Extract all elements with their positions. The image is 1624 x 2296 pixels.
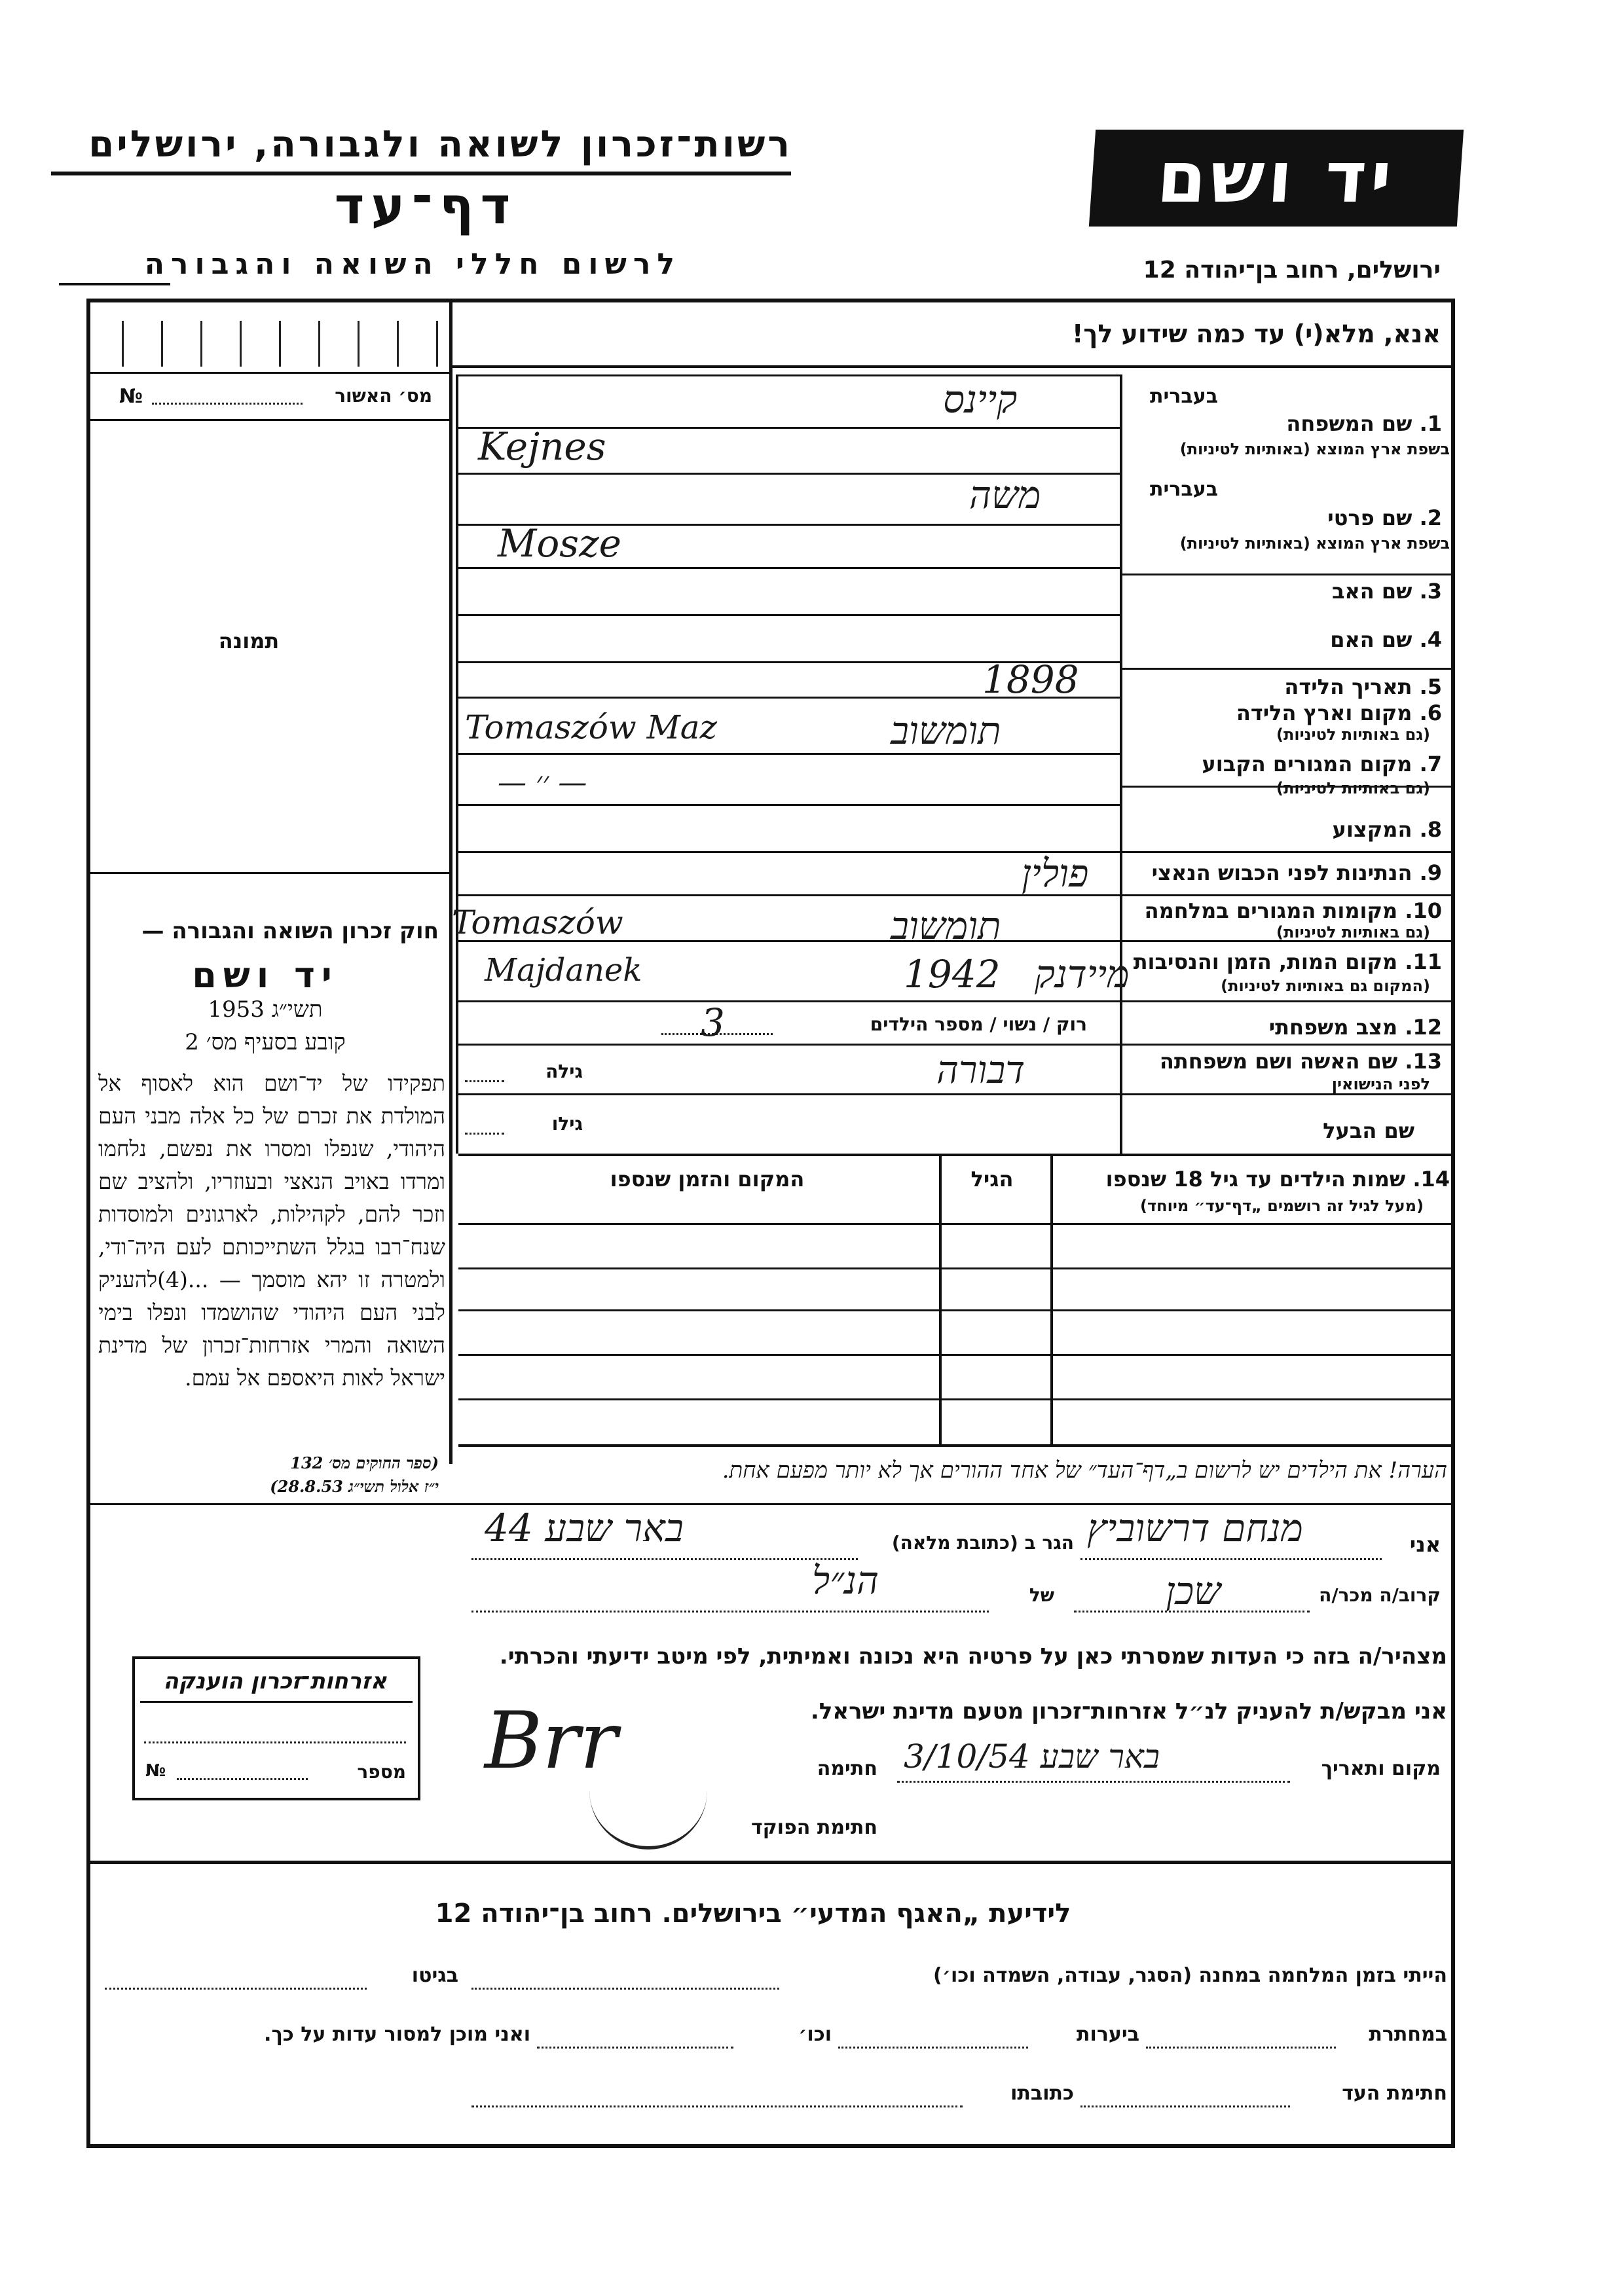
citizenship-line[interactable] (144, 1741, 406, 1743)
declarant-name[interactable]: מנחם דרשוביץ (1087, 1506, 1303, 1550)
declarant-name-line[interactable] (1080, 1558, 1382, 1560)
note-text: הערה! את הילדים יש לרשום ב„דף־העד״ של אחד ההורים אך לא יותר מפעם אחת. (722, 1457, 1447, 1484)
footer-line2-c: וכו׳ (798, 2023, 832, 2046)
resident-label: הגר ב (כתובת מלאה) (891, 1532, 1074, 1554)
field-2-sub: בשפת ארץ המוצא (באותיות לטיניות) (1179, 534, 1450, 553)
marital-options: רוק / נשוי / מספר הילדים (870, 1013, 1087, 1035)
footer-top-rule (90, 1861, 1455, 1864)
header-address: ירושלים, רחוב בן־יהודה 12 (1143, 257, 1441, 283)
children-col-divider-2 (939, 1156, 942, 1444)
footer-line1-a: הייתי בזמן המלחמה במחנה (הסגר, עבודה, השמדה וכו׳) (933, 1964, 1447, 1987)
underground-field[interactable] (1146, 2047, 1336, 2049)
wife-age-field[interactable] (465, 1080, 504, 1082)
footer-title: לידיעת „האגף המדעי״ בירושלים. רחוב בן־יהודה 12 (435, 1899, 1071, 1929)
children-sub: (מעל לגיל זה רושמים „דף־עד״ מיוחד) (1140, 1197, 1424, 1215)
death-place-latin[interactable]: Majdanek (485, 952, 642, 989)
relative-label: קרוב/ה מכר/ה (1319, 1584, 1441, 1606)
children-col-divider-1 (1050, 1156, 1053, 1444)
law-text: תפקידו של יד־ושם הוא לאסוף אל המולדת את זכרם של כל אלה מבני העם היהודי, שנפלו ומסרו את נפשם, נלחמו ומרדו באויב הנאצי ובעוזריו, ולהציב שם וזכר להם, לקהילות, לארגונים ולמוסדות שנח־רבו בגלל השתייכותם לעם היה־ודי, ולמטרה זו יהא מוסמך — ...(4)להעניק לבני העם היהודי שהושמדו ונפלו בימי השואה והמרי אזרחות־זכרון של מדינת ישראל לאות היאספם אל עמם. (98, 1070, 445, 1391)
field-13-label: 13. שם האשה ושם משפחתה (1159, 1049, 1442, 1074)
form-title: דף־עד (334, 177, 517, 236)
field-9-label: 9. הנתינות לפני הכבוש הנאצי (1151, 860, 1442, 885)
field-3-label: 3. שם האב (1331, 579, 1442, 604)
footer-line2-a: במחתרת (1369, 2023, 1447, 2046)
field-10-sub: (גם באותיות לטיניות) (1276, 923, 1430, 941)
officer-signature-label: חתימת הפוקד (751, 1816, 877, 1839)
citizenship-box-title: אזרחות־זכרון הוענקה (163, 1668, 387, 1694)
instruction-rule (452, 365, 1455, 368)
field-2-label: 2. שם פרטי (1327, 505, 1442, 530)
authority-title: רשות־זכרון לשואה ולגבורה, ירושלים (88, 123, 792, 166)
value-column-left (456, 374, 458, 1154)
birth-place-hebrew[interactable]: תומשוב (891, 708, 1001, 753)
approval-bottom-rule (90, 419, 449, 421)
field-5-label: 5. תאריך הלידה (1284, 674, 1442, 699)
field-7-sub: (גם באותיות לטיניות) (1276, 779, 1430, 797)
photo-column-divider (449, 299, 452, 1464)
field-6-label: 6. מקום וארץ הלידה (1236, 701, 1442, 725)
of-line[interactable] (471, 1611, 989, 1613)
law-date: י״ז אלול תשי״ג 28.8.53) (270, 1477, 439, 1496)
footer-line2-b: ביערות (1077, 2023, 1139, 2046)
logo-lettering: יד ושם (1154, 137, 1398, 219)
citizenship-value[interactable]: פולין (1022, 851, 1089, 896)
field-7-label: 7. מקום המגורים הקבוע (1202, 752, 1442, 776)
subtitle-rule (59, 283, 170, 285)
form-subtitle: לרשום חללי השואה והגבורה (144, 247, 681, 281)
signature-label: חתימה (817, 1757, 877, 1780)
place-date-label: מקום ותאריך (1321, 1757, 1441, 1780)
wartime-residence-hebrew[interactable]: תומשוב (891, 903, 1001, 948)
photo-bottom-rule (90, 872, 449, 874)
death-place-hebrew[interactable]: מיידנק (1035, 952, 1130, 996)
citizenship-number-field[interactable] (177, 1778, 308, 1780)
field-4-label: 4. שם האם (1330, 627, 1442, 652)
label-column-divider (1120, 374, 1122, 1154)
birth-place-latin[interactable]: Tomaszów Maz (465, 708, 717, 746)
law-ref: (ספר החוקים מס׳ 132 (290, 1453, 439, 1472)
children-col-place: המקום והזמן שנספו (610, 1167, 805, 1192)
field-6-sub: (גם באותיות לטיניות) (1276, 725, 1430, 744)
husband-age-field[interactable] (465, 1133, 504, 1135)
citizenship-no-symbol: № (145, 1761, 166, 1781)
children-label: 14. שמות הילדים עד גיל 18 שנספו (1105, 1167, 1450, 1192)
relation-name[interactable]: שכן (1166, 1569, 1221, 1613)
hebrew-label-1: בעברית (1150, 385, 1218, 408)
field-8-label: 8. המקצוע (1332, 817, 1442, 842)
residence-ditto[interactable]: — ׳׳ — (498, 766, 587, 799)
children-col-age: הגיל (970, 1167, 1014, 1192)
witness-signature-field[interactable] (1080, 2105, 1290, 2107)
field-13-sub: לפני הנישואין (1331, 1075, 1430, 1093)
field-10-label: 10. מקומות המגורים במלחמה (1144, 898, 1442, 923)
field-1-label: 1. שם המשפחה (1286, 411, 1442, 436)
declaration-text: מצהיר/ה בזה כי העדות שמסרתי כאן על פרטיה היא נכונה ואמיתית, לפי מיטב ידיעתי והכרתי. (499, 1643, 1447, 1669)
field-11-label: 11. מקום המות, הזמן והנסיבות (1133, 949, 1442, 974)
children-count[interactable]: 3 (701, 1000, 725, 1045)
approval-no-label: מס׳ האשור (335, 385, 432, 407)
footer-line1-b: בגיטו (411, 1964, 458, 1987)
law-year: תשי״ג 1953 (208, 996, 323, 1023)
first-name-hebrew[interactable]: משה (969, 473, 1041, 517)
footer-line3-a: חתימת העד (1342, 2082, 1447, 2105)
law-name: יד ושם (192, 955, 339, 996)
place-date-value[interactable]: באר שבע 3/10/54 (904, 1738, 1160, 1776)
field-11-sub: (המקום גם באותיות לטיניות) (1221, 977, 1430, 995)
footer-line3-b: כתובתו (1010, 2082, 1074, 2105)
citizenship-number-label: מספר (357, 1761, 406, 1783)
first-name-latin[interactable]: Mosze (498, 521, 621, 566)
ghetto-field[interactable] (105, 1988, 367, 1990)
footer-line2-d: ואני מוכן למסור עדות על כך. (264, 2023, 530, 2046)
of-label: של (1029, 1584, 1054, 1606)
forest-field[interactable] (838, 2047, 1028, 2049)
witness-address-field[interactable] (471, 2105, 963, 2107)
birth-year[interactable]: 1898 (982, 657, 1079, 702)
field-1-sub: בשפת ארץ המוצא (באותיות לטיניות) (1179, 440, 1450, 458)
approval-number-field[interactable] (152, 403, 303, 405)
other-field[interactable] (537, 2047, 733, 2049)
citizenship-box-rule (140, 1701, 413, 1703)
husband-age-label: גילו (551, 1113, 583, 1135)
wartime-residence-latin[interactable]: Tomaszów (452, 903, 623, 941)
request-text: אני מבקש/ת להעניק לנ״ל אזרחות־זכרון מטעם מדינת ישראל. (810, 1698, 1447, 1724)
signature-value[interactable]: Brr (485, 1696, 618, 1787)
declarant-address[interactable]: באר שבע 44 (485, 1506, 684, 1550)
place-date-line[interactable] (897, 1781, 1290, 1783)
approval-rule (90, 372, 449, 374)
declarant-i-label: אני (1409, 1532, 1441, 1557)
wife-age-label: גילה (545, 1061, 583, 1082)
yad-vashem-logo (1089, 130, 1464, 227)
field-12-label: 12. מצב משפחתי (1268, 1015, 1442, 1040)
photo-label: תמונה (218, 629, 280, 653)
approval-no-symbol: № (119, 385, 143, 408)
hebrew-label-2: בעברית (1150, 478, 1218, 501)
header-rule (51, 172, 791, 175)
relation-other[interactable]: הנ״ל (812, 1558, 879, 1603)
husband-label: שם הבעל (1323, 1118, 1414, 1143)
camp-field[interactable] (471, 1988, 779, 1990)
death-year[interactable]: 1942 (904, 952, 1001, 996)
law-title: חוק זכרון השואה והגבורה — (141, 918, 439, 944)
instruction-text: אנא, מלא(י) עד כמה שידוע לך! (1072, 319, 1441, 348)
family-name-hebrew[interactable]: קיינס (943, 377, 1018, 422)
family-name-latin[interactable]: Kejnes (478, 424, 606, 469)
note-rule (90, 1503, 1455, 1505)
law-clause: קובע בסעיף מס׳ 2 (185, 1029, 346, 1055)
wife-name[interactable]: דבורה (936, 1048, 1025, 1092)
address-line[interactable] (471, 1558, 858, 1560)
